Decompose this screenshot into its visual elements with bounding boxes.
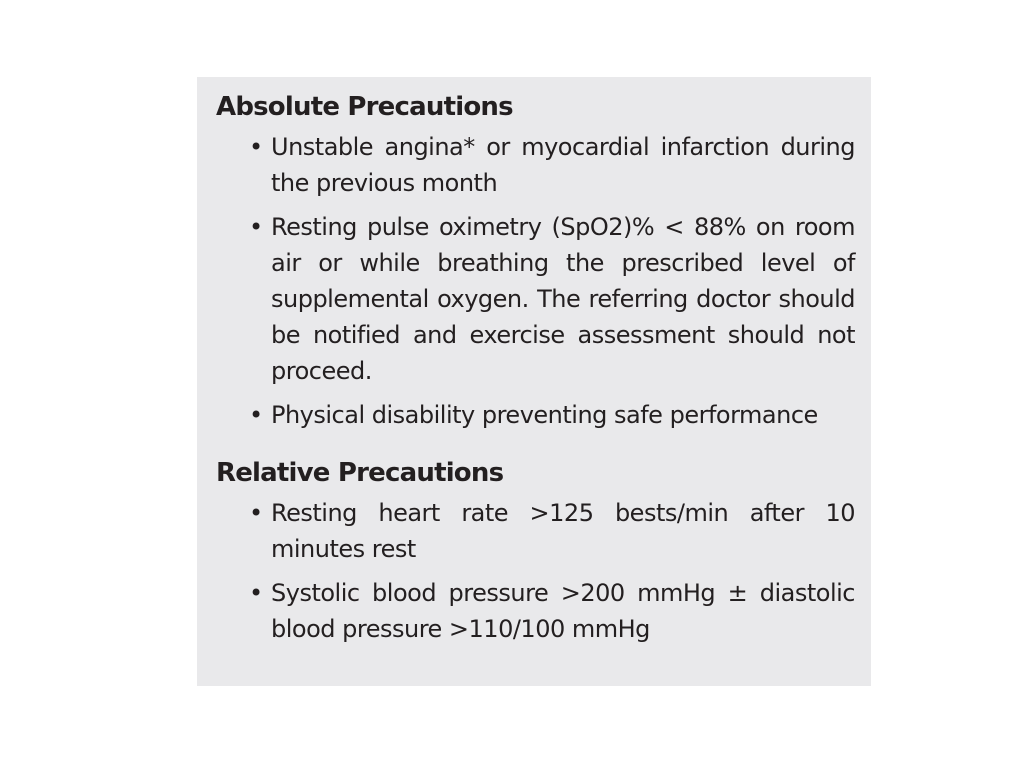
list-item [216, 575, 855, 647]
list-item [216, 129, 855, 201]
relative-precautions-section [216, 453, 855, 647]
list-item-text: Physical disability preventing safe performance [271, 401, 818, 429]
list-item-text: Resting pulse oximetry (SpO2)% < 88% on room air or while breathing the prescribed level of supplemental oxygen. The referring doctor should be notified and exercise assessment should not proceed. [271, 213, 855, 385]
absolute-precautions-heading: Absolute Precautions [216, 92, 513, 122]
list-item [216, 209, 855, 389]
list-item-text: Systolic blood pressure >200 mmHg ± diastolic blood pressure >110/100 mmHg [271, 579, 855, 643]
absolute-precautions-list [216, 129, 855, 433]
bullet-icon: • [249, 213, 263, 241]
absolute-precautions-section [216, 87, 855, 433]
relative-precautions-list [216, 495, 855, 647]
bullet-icon: • [249, 499, 263, 527]
bullet-icon: • [249, 579, 263, 607]
relative-precautions-heading: Relative Precautions [216, 458, 504, 488]
bullet-icon: • [249, 133, 263, 161]
bullet-icon: • [249, 401, 263, 429]
precautions-panel [197, 77, 871, 686]
list-item [216, 397, 855, 433]
list-item-text: Resting heart rate >125 bests/min after 10 minutes rest [271, 499, 855, 563]
list-item [216, 495, 855, 567]
list-item-text: Unstable angina* or myocardial infarction during the previous month [271, 133, 855, 197]
